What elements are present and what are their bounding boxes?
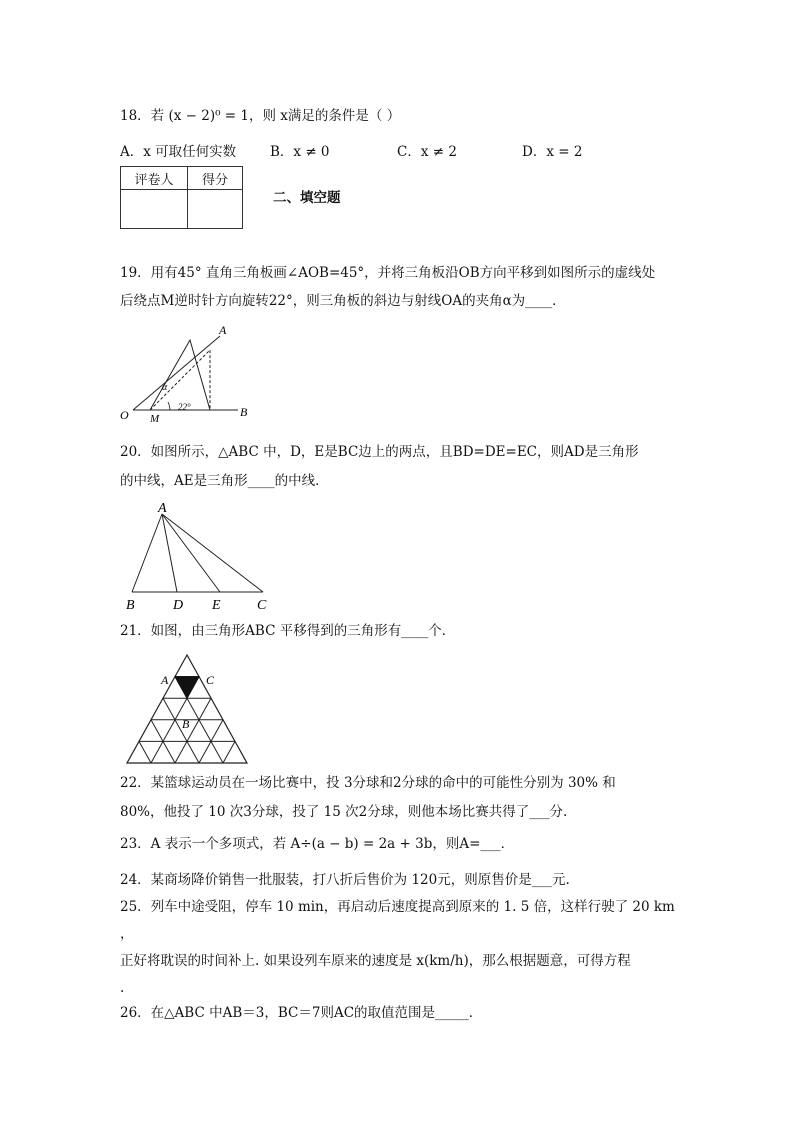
label-alpha: α — [162, 382, 168, 393]
shaded-triangle-abc — [175, 677, 199, 699]
outer-triangle — [127, 655, 247, 763]
rotated-triangle — [150, 340, 210, 410]
side-ab — [132, 514, 162, 592]
question-25-line1: 25．列车中途受阻，停车 10 min，再启动后速度提高到原来的 1. 5 倍，这样行驶了 20 km — [120, 899, 675, 915]
q20-figure — [120, 500, 280, 615]
label-b: B — [126, 598, 135, 613]
question-22-line1: 22．某篮球运动员在一场比赛中，投 3分球和2分球的命中的可能性分别为 30% 和 — [120, 775, 616, 791]
label-a: A — [161, 673, 169, 687]
question-20-line2: 的中线，AE是三角形____的中线． — [120, 473, 329, 489]
score-table-grader-cell — [121, 190, 188, 229]
question-25-line3: 正好将耽误的时间补上. 如果设列车原来的速度是 x(km/h)，那么根据题意，可得方程 — [120, 953, 631, 969]
question-19-line2: 后绕点M逆时针方向旋转22°，则三角板的斜边与射线OA的夹角α为____． — [120, 293, 566, 309]
q18-option-a: A．x 可取任何实数 — [120, 144, 237, 160]
label-c: C — [257, 598, 267, 613]
q21-figure — [120, 648, 260, 768]
score-table-grader-header: 评卷人 — [121, 167, 188, 190]
q18-option-b: B．x ≠ 0 — [270, 144, 330, 160]
score-table — [120, 166, 243, 229]
label-e: E — [212, 598, 221, 613]
question-20-line1: 20．如图所示，△ABC 中，D，E是BC边上的两点，且BD=DE=EC，则AD是三角形 — [120, 444, 639, 460]
question-21-text: 21．如图，由三角形ABC 平移得到的三角形有____个． — [120, 623, 456, 639]
question-23-text: 23．A 表示一个多项式，若 A÷(a − b) = 2a + 3b，则A=___． — [120, 836, 515, 852]
label-b: B — [240, 405, 248, 419]
angle-22-arc — [168, 402, 170, 410]
question-18-text: 18．若 (x − 2)⁰ = 1，则 x满足的条件是（ ） — [120, 108, 401, 124]
label-c: C — [206, 673, 215, 687]
label-d: D — [173, 598, 184, 613]
label-22-degree: 22° — [178, 402, 191, 412]
question-26-text: 26．在△ABC 中AB＝3，BC＝7则AC的取值范围是_____． — [120, 1005, 483, 1021]
question-24-text: 24．某商场降价销售一批服装，打八折后售价为 120元，则原售价是___元. — [120, 872, 570, 888]
q18-option-c: C．x ≠ 2 — [397, 144, 457, 160]
question-25-line2: ， — [120, 926, 134, 942]
label-a: A — [219, 323, 227, 337]
q19-figure — [118, 322, 258, 425]
label-o: O — [120, 408, 129, 422]
segment-ad — [162, 514, 177, 592]
score-table-score-cell — [188, 190, 243, 229]
section-title: 二、填空题 — [273, 190, 341, 206]
label-m: M — [150, 413, 160, 425]
question-22-line2: 80%，他投了 10 次3分球，投了 15 次2分球，则他本场比赛共得了___分. — [120, 804, 568, 820]
side-ac — [162, 514, 263, 592]
label-a: A — [158, 501, 167, 516]
label-b: B — [182, 717, 190, 731]
q18-option-d: D．x = 2 — [522, 144, 583, 160]
segment-ae — [162, 514, 220, 592]
question-25-line4: . — [120, 980, 125, 996]
score-table-score-header: 得分 — [188, 167, 243, 190]
question-19-line1: 19．用有45° 直角三角板画∠AOB=45°，并将三角板沿OB方向平移到如图所示的虚线处 — [120, 265, 656, 281]
